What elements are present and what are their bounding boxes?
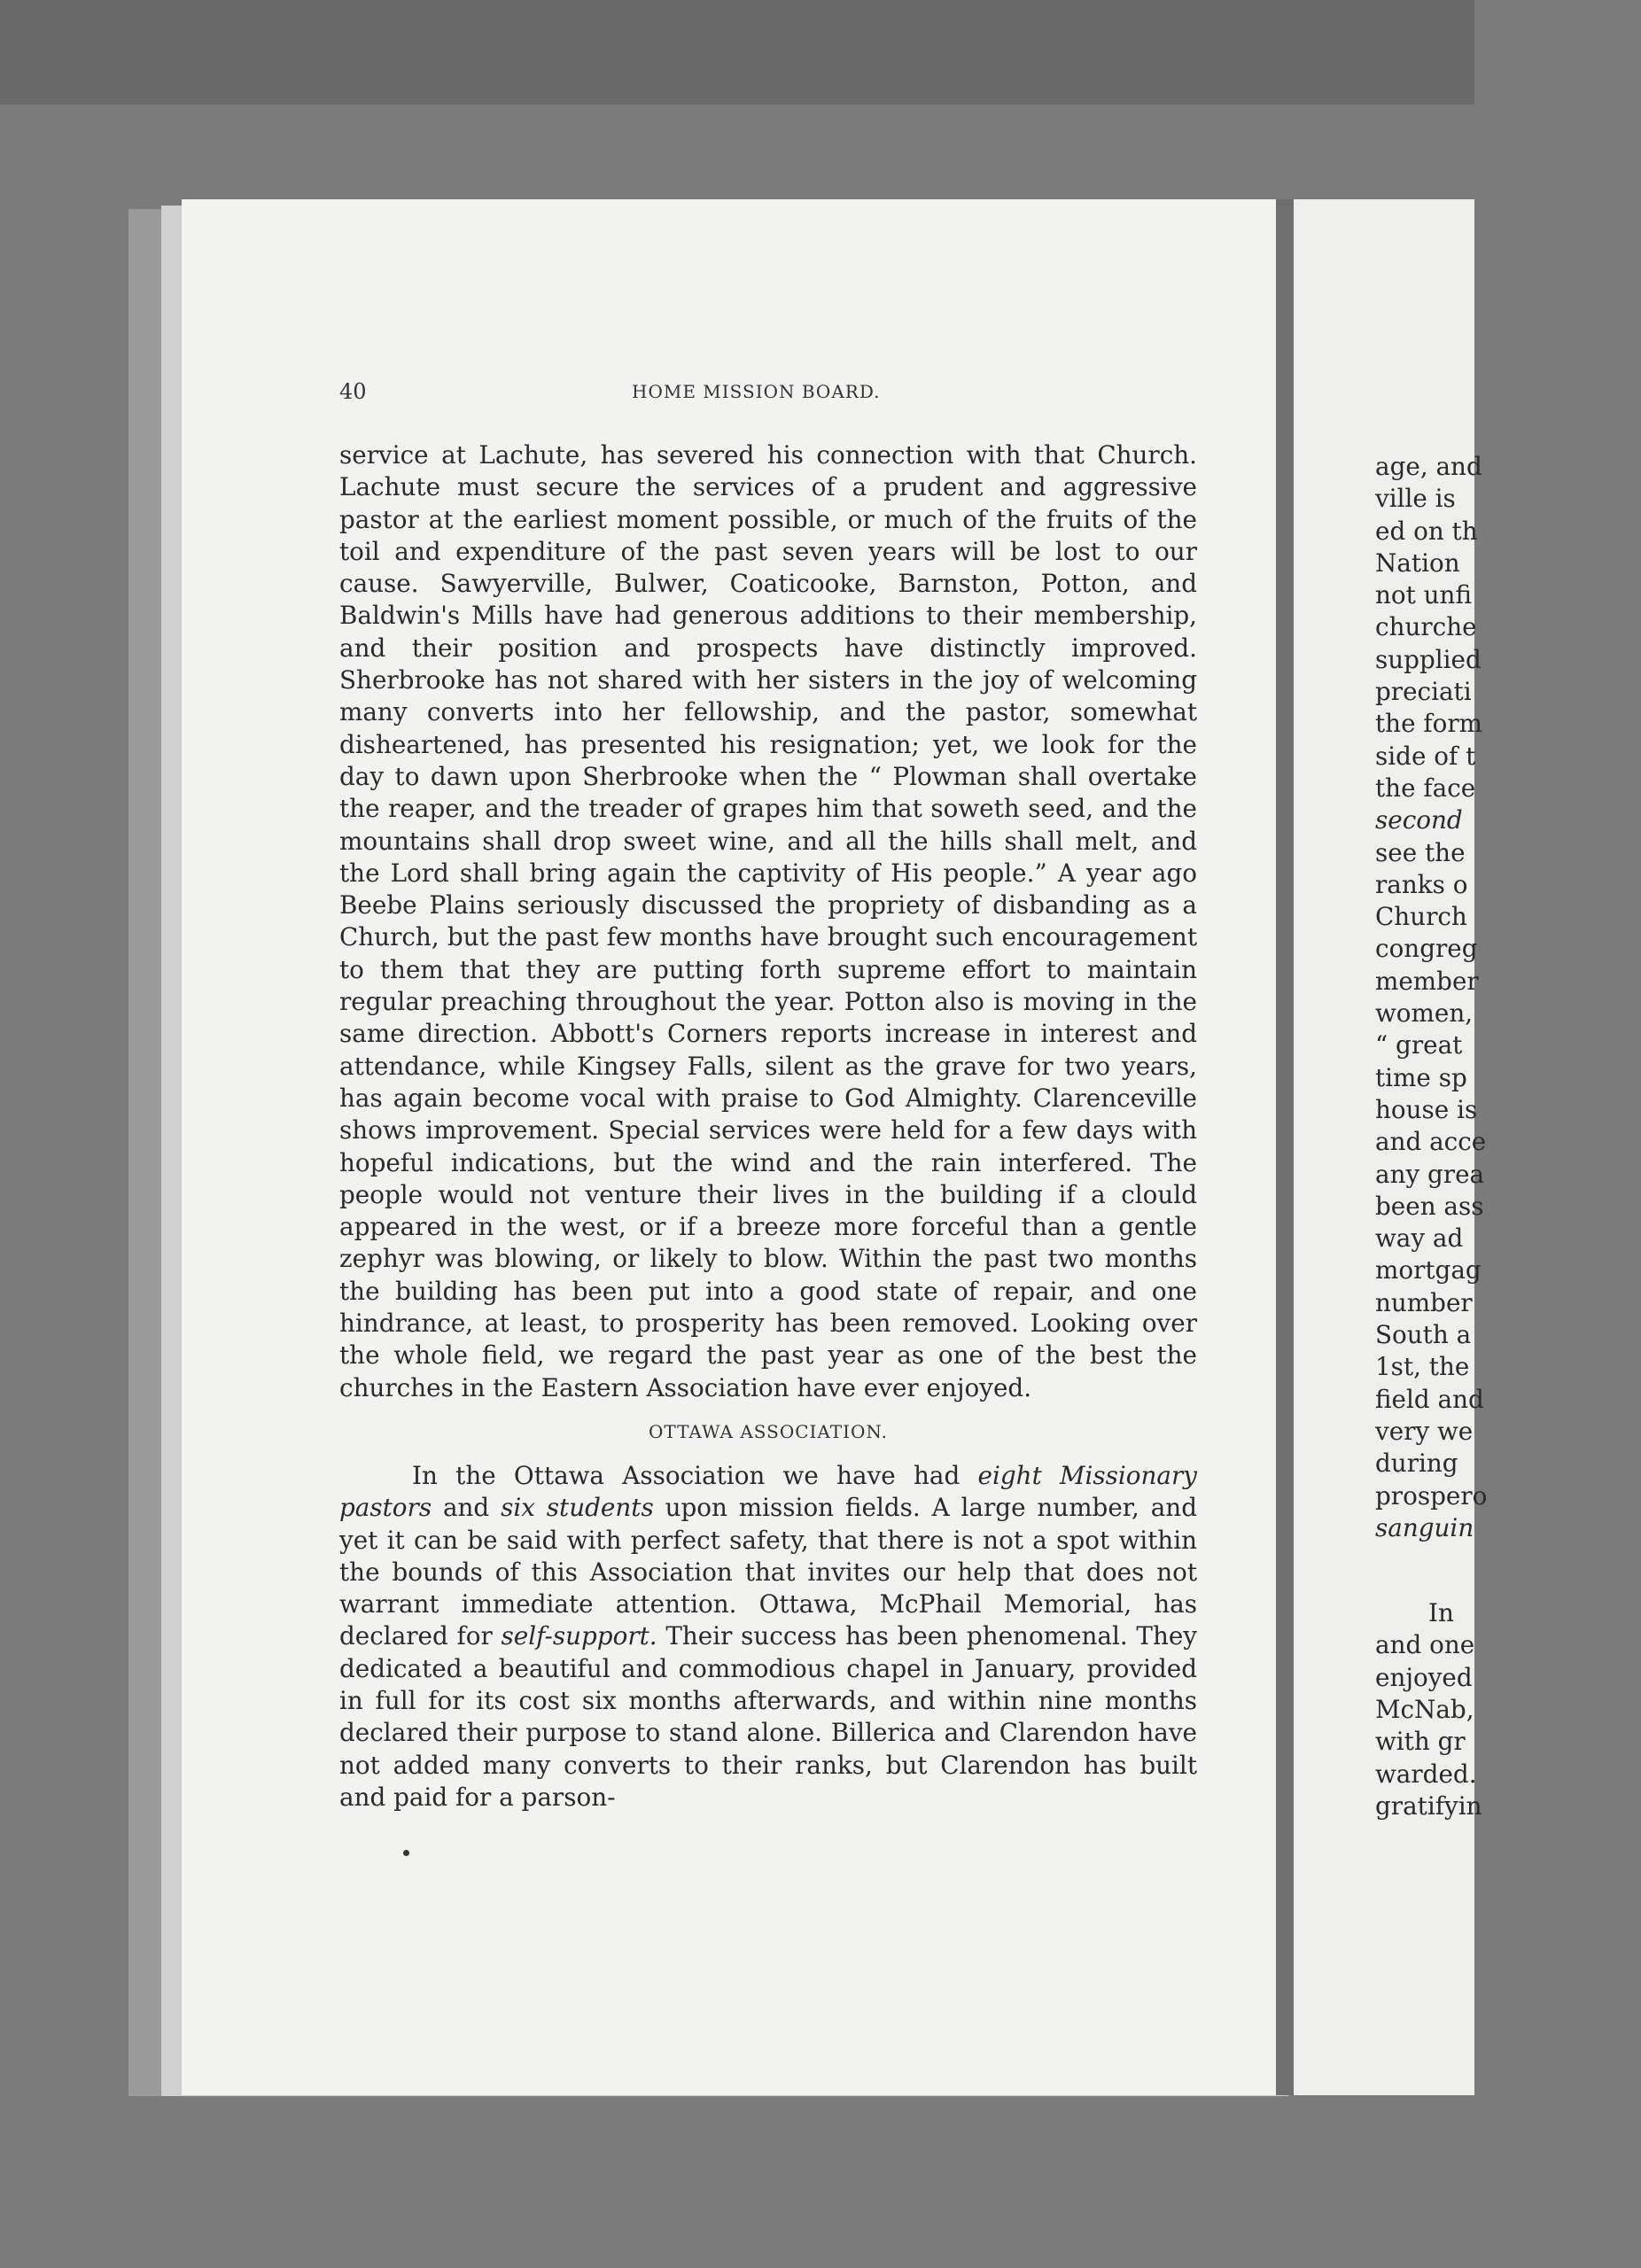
right-page-line: number <box>1375 1287 1473 1317</box>
right-page-line: churche <box>1375 612 1477 642</box>
right-page-line: and acce <box>1375 1127 1487 1157</box>
right-page-line: women, <box>1375 998 1474 1029</box>
right-page-line: 1st, the <box>1375 1352 1470 1382</box>
right-page-text <box>1375 451 1641 1822</box>
right-page-line: mortgag <box>1375 1255 1482 1285</box>
page-number: 40 <box>339 379 367 404</box>
paragraph-text: service at Lachute, has severed his connection with that Church. Lachute must secure the services of a prudent and aggressive pastor at the earliest moment possible, or much of the fruits of the toil and expenditure of the past seven years will be lost to our cause. Sawyerville, Bulwer, Coaticooke, Barnston, Potton, and Baldwin's Mills have had generous additions to their membership, and their position and prospects have distinctly improved. Sherbrooke has not shared with her sisters in the joy of welcoming many converts into her fellowship, and the pastor, somewhat disheartened, has presented his resignation; yet, we look for the day to dawn upon Sherbrooke when the “ Plowman shall overtake the reaper, and the treader of grapes him that soweth seed, and the mountains shall drop sweet wine, and all the hills shall melt, and the Lord shall bring again the captivity of His people.” A year ago Beebe Plains seriously discussed the propriety of disbanding as a Church, but the past few months have brought such encouragement to them that they are putting forth supreme effort to maintain regular preaching throughout the year. Potton also is moving in the same direction. Abbott's Corners reports increase in interest and attendance, while Kingsey Falls, silent as the grave for two years, has again become vocal with praise to God Almighty. Clarenceville shows improvement. Special services were held for a few days with hopeful indications, but the wind and the rain interfered. The people would not venture their lives in the building if a clould appeared in the west, or if a breeze more forceful than a gentle zephyr was blowing, or likely to blow. Within the past two months the building has been put into a good state of repair, and one hindrance, at least, to prosperity has been removed. Looking over the whole field, we regard the past year as one of the best the churches in the Eastern Association have ever enjoyed. <box>339 440 1197 1402</box>
right-page-line: very we <box>1375 1416 1474 1446</box>
right-page-line: ed on th <box>1375 516 1478 546</box>
section-heading: OTTAWA ASSOCIATION. <box>648 1421 888 1442</box>
right-page <box>1294 199 1488 2095</box>
right-page-line: see the <box>1375 837 1466 867</box>
right-page-line: In <box>1428 1598 1454 1628</box>
right-page-line: sanguin <box>1375 1512 1474 1542</box>
italic-segment: six students <box>501 1493 654 1523</box>
right-page-line: warded. <box>1375 1759 1477 1789</box>
right-page-line: with gr <box>1375 1727 1466 1757</box>
section-paragraph <box>339 1460 1197 1814</box>
main-paragraph <box>339 439 1197 1404</box>
page-header <box>339 379 1190 406</box>
right-page-line: way ad <box>1375 1223 1464 1254</box>
text-segment: In the Ottawa Association we have had <box>412 1461 978 1490</box>
text-segment: upon mission fields. A large number, and yet it can be said with perfect safety, that there is not a spot within the bounds of this Association that invites our help that does not warrant immediate attention. Ottawa, McPhail Memorial, has declared for <box>339 1493 1197 1651</box>
right-page-line: member <box>1375 966 1479 996</box>
right-page-line: South a <box>1375 1320 1472 1350</box>
right-page-line: Church <box>1375 902 1467 932</box>
right-page-line: not unfi <box>1375 580 1472 610</box>
right-page-line: congreg <box>1375 934 1478 964</box>
right-page-line: and one <box>1375 1630 1475 1660</box>
ink-speck <box>403 1850 409 1856</box>
running-head: HOME MISSION BOARD. <box>632 381 881 402</box>
right-page-line: Nation <box>1375 548 1460 578</box>
right-page-line: supplied <box>1375 644 1482 674</box>
right-page-line: prospero <box>1375 1480 1488 1511</box>
right-page-line: been ass <box>1375 1191 1484 1221</box>
right-page-line: gratifyin <box>1375 1790 1482 1821</box>
right-page-line: age, and <box>1375 452 1482 481</box>
italic-segment: eight Missionary pastors <box>339 1461 1197 1523</box>
right-page-line: the face <box>1375 773 1476 803</box>
scanner-background <box>0 0 1474 105</box>
right-page-line: house is <box>1375 1094 1478 1124</box>
right-page-line: field and <box>1375 1384 1484 1414</box>
right-page-line: the form <box>1375 709 1483 739</box>
right-page-line: during <box>1375 1449 1458 1479</box>
right-page-line: side of t <box>1375 741 1476 771</box>
section-paragraph-text <box>339 1460 1197 1814</box>
book-gutter <box>1276 199 1295 2095</box>
right-page-line: any grea <box>1375 1159 1485 1189</box>
right-page-line: preciati <box>1375 677 1472 707</box>
right-page-line: enjoyed <box>1375 1662 1473 1692</box>
text-segment: Their success has been phenomenal. They dedicated a beautiful and commodious chapel in January, provided in full for its cost six months afterwards, and within nine months declared their purpose to stand alone. Billerica and Clarendon have not added many converts to their ranks, but Clarendon has built and paid for a parson- <box>339 1621 1197 1812</box>
right-page-line: McNab, <box>1375 1694 1474 1724</box>
right-page-line: ranks o <box>1375 869 1468 899</box>
right-page-line: ville is <box>1375 484 1456 514</box>
italic-segment: self-support. <box>501 1621 657 1651</box>
text-segment: and <box>432 1493 502 1523</box>
right-page-line: “ great <box>1375 1030 1463 1060</box>
right-page-line: second <box>1375 805 1463 835</box>
right-page-line: time sp <box>1375 1062 1467 1092</box>
